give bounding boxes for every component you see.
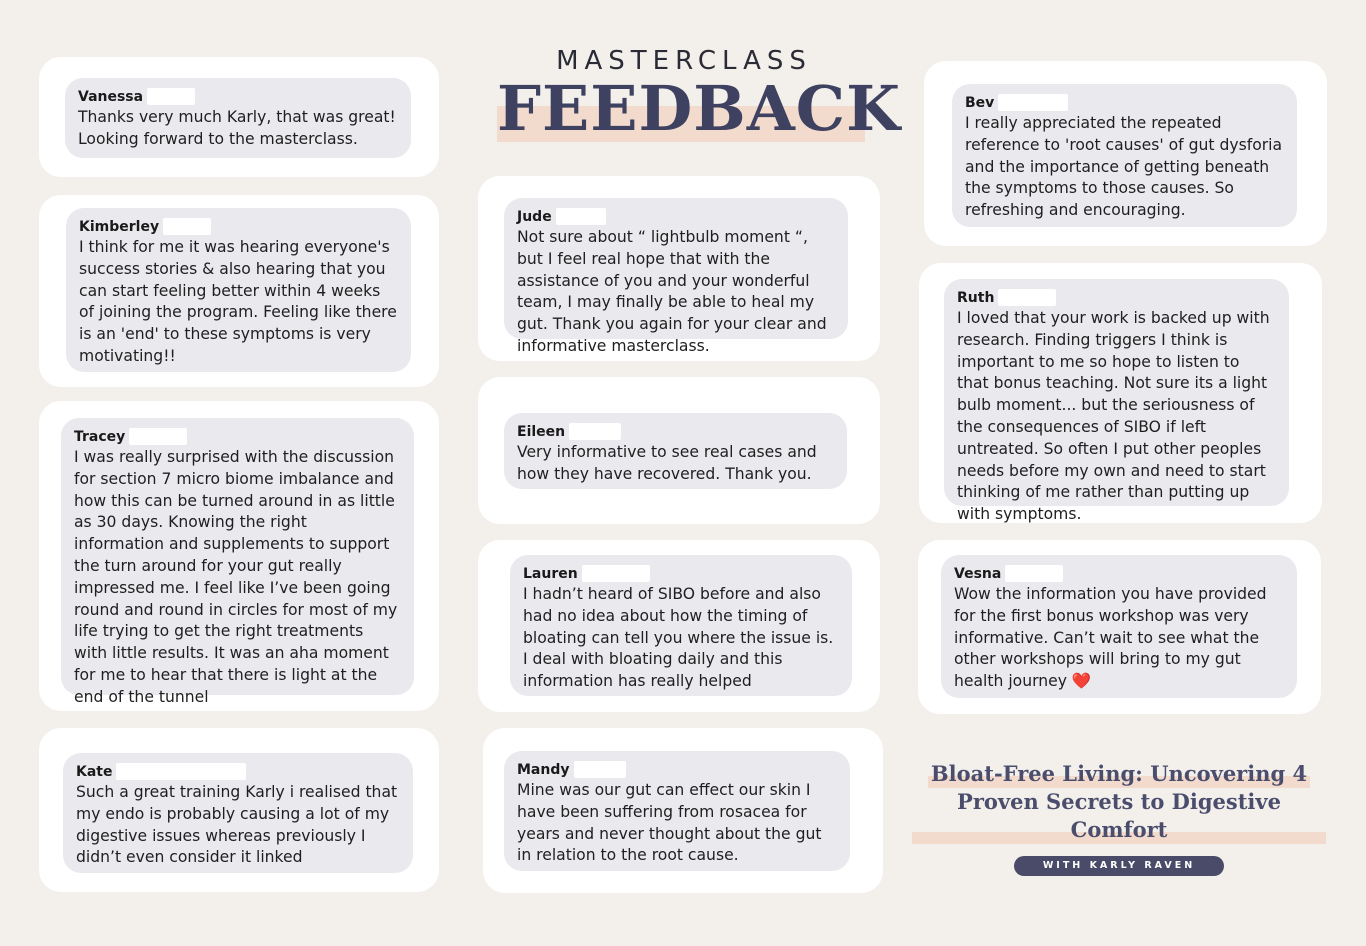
message-bubble <box>504 413 847 489</box>
testimonial-card-kate <box>39 728 439 892</box>
author-name: Kimberley <box>79 218 160 235</box>
message-text-body: Wow the information you have provided for the first bonus workshop was very informative. Can’t wait to see what the other workshops will bring to my gut health journey <box>954 585 1267 691</box>
message-bubble <box>63 753 413 873</box>
author-name: Mandy <box>517 761 570 778</box>
message-text: Not sure about “ lightbulb moment “, but I feel real hope that with the assistance of you and your wonderful team, I may finally be able to heal my gut. Thank you again for your clear and informative masterclass. <box>517 228 827 355</box>
message-bubble <box>66 208 411 372</box>
message-bubble <box>504 751 850 871</box>
heart-icon: ❤️ <box>1071 672 1092 691</box>
title-feedback: FEEDBACK <box>497 72 902 145</box>
message-text: I was really surprised with the discussion for section 7 micro biome imbalance and how this can be turned around in as little as 30 days. Knowing the right information and supplements to support the turn around for your gut really impressed me. I feel like I’ve been going round and round in circles for most of my life trying to get the right treatments with little results. It was an aha moment for me to hear that there is light at the end of the tunnel <box>74 448 398 706</box>
redaction-box <box>569 423 621 440</box>
promo-title-text: Bloat-Free Living: Uncovering 4 <box>930 761 1308 786</box>
title-masterclass: MASTERCLASS <box>556 46 812 76</box>
promo-title-line-1 <box>928 760 1310 788</box>
redaction-box <box>147 88 195 105</box>
byline-pill: WITH KARLY RAVEN <box>1014 856 1224 876</box>
message-text: I really appreciated the repeated reference to 'root causes' of gut dysforia and the importance of getting beneath the symptoms to those causes. So refreshing and encouraging. <box>965 114 1283 220</box>
author-name: Bev <box>965 94 995 111</box>
message-bubble <box>941 555 1297 698</box>
redaction-box <box>129 428 187 445</box>
redaction-box <box>998 94 1068 111</box>
message-bubble <box>65 78 411 158</box>
testimonial-card-mandy <box>483 728 883 893</box>
message-text: Mine was our gut can effect our skin I have been suffering from rosacea for years and never thought about the gut in relation to the root cause. <box>517 781 822 865</box>
message-text: I think for me it was hearing everyone's success stories & also hearing that you can start feeling better within 4 weeks of joining the program. Feeling like there is an 'end' to these symptoms is very motivating!! <box>79 238 397 365</box>
message-text: Very informative to see real cases and how they have recovered. Thank you. <box>517 443 817 483</box>
message-text: I loved that your work is backed up with research. Finding triggers I think is important to me so hope to listen to that bonus teaching. Not sure its a light bulb moment... but the seriousness of the consequences of SIBO if left untreated. So often I put other peoples needs before my own and need to start thinking of me rather than putting up with symptoms. <box>957 309 1270 524</box>
redaction-box <box>998 289 1056 306</box>
author-name: Eileen <box>517 423 566 440</box>
message-text <box>954 584 1284 693</box>
testimonial-card-ruth <box>919 263 1322 523</box>
redaction-box <box>116 763 246 780</box>
redaction-box <box>556 208 606 225</box>
message-bubble <box>61 418 414 706</box>
testimonial-card-tracey <box>39 401 439 711</box>
promo-title-line-2 <box>912 788 1326 844</box>
author-name: Vesna <box>954 565 1002 582</box>
title-feedback-block <box>497 72 902 146</box>
testimonial-card-bev <box>924 61 1327 246</box>
redaction-box <box>582 565 650 582</box>
message-bubble <box>510 555 852 696</box>
author-name: Ruth <box>957 289 995 306</box>
author-name: Jude <box>517 208 552 225</box>
author-name: Lauren <box>523 565 578 582</box>
testimonial-card-vanessa <box>39 57 439 177</box>
masterclass-feedback-title <box>497 46 902 146</box>
redaction-box <box>574 761 626 778</box>
message-text: I hadn’t heard of SIBO before and also had no idea about how the timing of bloating can tell you where the issue is. I deal with bloating daily and this information has really helped <box>523 585 834 691</box>
promo-title-text: Proven Secrets to Digestive Comfort <box>957 789 1281 842</box>
testimonial-card-lauren <box>478 540 880 712</box>
redaction-box <box>1005 565 1063 582</box>
message-text: Such a great training Karly i realised that my endo is probably causing a lot of my digestive issues whereas previously I didn’t even consider it linked <box>76 783 398 867</box>
author-name: Kate <box>76 763 113 780</box>
message-text: Thanks very much Karly, that was great! Looking forward to the masterclass. <box>78 108 396 148</box>
testimonial-card-vesna <box>918 540 1321 714</box>
redaction-box <box>163 218 211 235</box>
author-name: Tracey <box>74 428 126 445</box>
testimonial-card-kimberley <box>39 195 439 387</box>
message-bubble <box>952 84 1297 227</box>
author-name: Vanessa <box>78 88 144 105</box>
message-bubble <box>944 279 1289 524</box>
message-bubble <box>504 198 848 355</box>
promo-block <box>912 760 1326 876</box>
testimonial-card-eileen <box>478 377 880 524</box>
testimonial-card-jude <box>478 176 880 361</box>
